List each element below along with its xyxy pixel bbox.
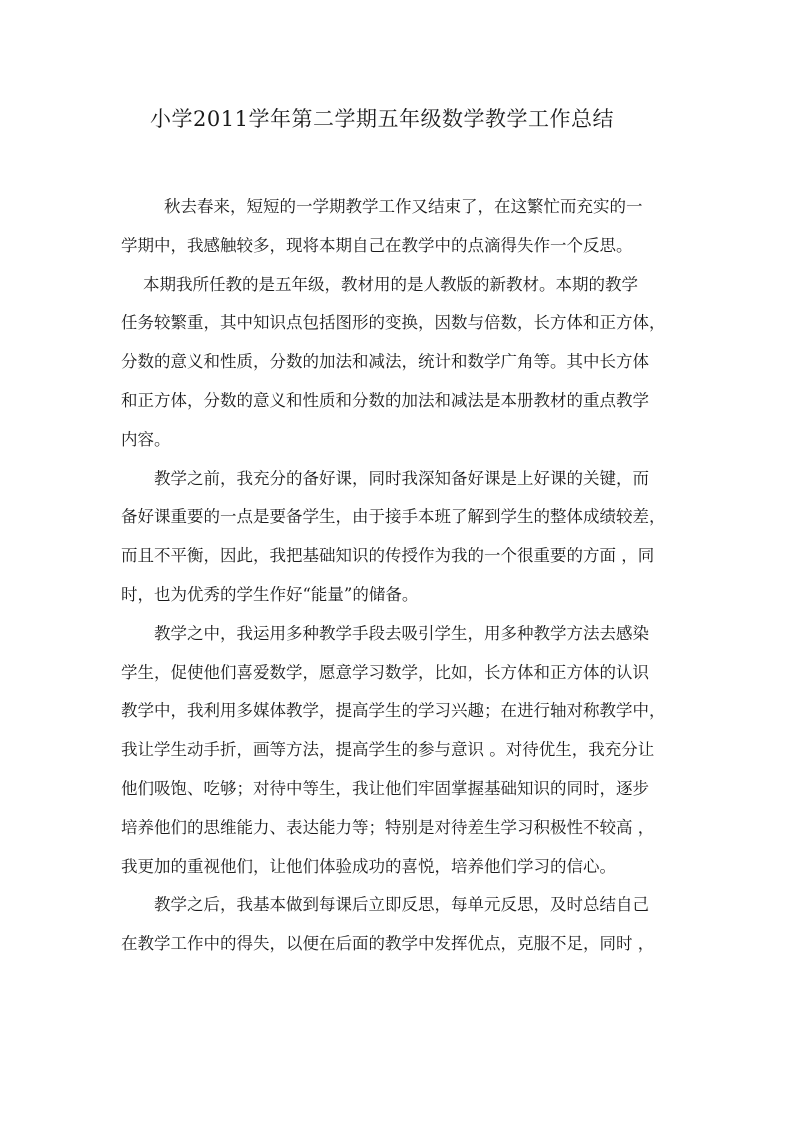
paragraph-line: 教学之后，我基本做到每课后立即反思，每单元反思，及时总结自己 xyxy=(154,895,649,915)
paragraph-line: 在教学工作中的得失，以便在后面的教学中发挥优点，克服不足，同时 ， xyxy=(121,934,655,954)
paragraph-line: 内容。 xyxy=(121,429,171,449)
paragraph-line: 学生，促使他们喜爱数学，愿意学习数学，比如，长方体和正方体的认识 xyxy=(121,662,649,682)
paragraph-line: 他们吸饱、吃够；对待中等生，我让他们牢固掌握基础知识的同时，逐步 xyxy=(121,778,649,798)
paragraph-line: 分数的意义和性质，分数的加法和减法，统计和数学广角等。其中长方体 xyxy=(121,352,649,372)
paragraph-line: 和正方体，分数的意义和性质和分数的加法和减法是本册教材的重点教学 xyxy=(121,390,649,410)
paragraph-line: 教学中，我利用多媒体教学，提高学生的学习兴趣；在进行轴对称教学中， xyxy=(121,701,666,721)
paragraph-line: 培养他们的思维能力、表达能力等；特别是对待差生学习积极性不较高 ， xyxy=(121,817,655,837)
paragraph-line: 秋去春来，短短的一学期教学工作又结束了，在这繁忙而充实的一 xyxy=(164,197,643,216)
paragraph-line: 我让学生动手折，画等方法，提高学生的参与意识 。对待优生，我充分让 xyxy=(121,740,655,760)
paragraph-line: 学期中，我感触较多，现将本期自己在教学中的点滴得失作一个反思。 xyxy=(121,235,633,255)
paragraph-line: 任务较繁重，其中知识点包括图形的变换，因数与倍数，长方体和正方体， xyxy=(121,313,666,333)
paragraph-line: 教学之中，我运用多种教学手段去吸引学生，用多种教学方法去感染 xyxy=(154,623,649,643)
paragraph-line: 本期我所任教的是五年级，教材用的是人教版的新教材。本期的教学 xyxy=(143,274,638,294)
paragraph-line: 教学之前，我充分的备好课，同时我深知备好课是上好课的关键，而 xyxy=(154,468,649,488)
paragraph-line: 而且不平衡，因此，我把基础知识的传授作为我的一个很重要的方面 ，同 xyxy=(121,546,655,566)
paragraph-line: 我更加的重视他们，让他们体验成功的喜悦，培养他们学习的信心。 xyxy=(121,856,616,876)
paragraph-line: 时，也为优秀的学生作好“能量”的储备。 xyxy=(121,584,419,604)
paragraph-line: 备好课重要的一点是要备学生，由于接手本班了解到学生的整体成绩较差， xyxy=(121,507,666,527)
document-body xyxy=(121,188,681,964)
document-title: 小学2011学年第二学期五年级数学教学工作总结 xyxy=(150,107,614,131)
